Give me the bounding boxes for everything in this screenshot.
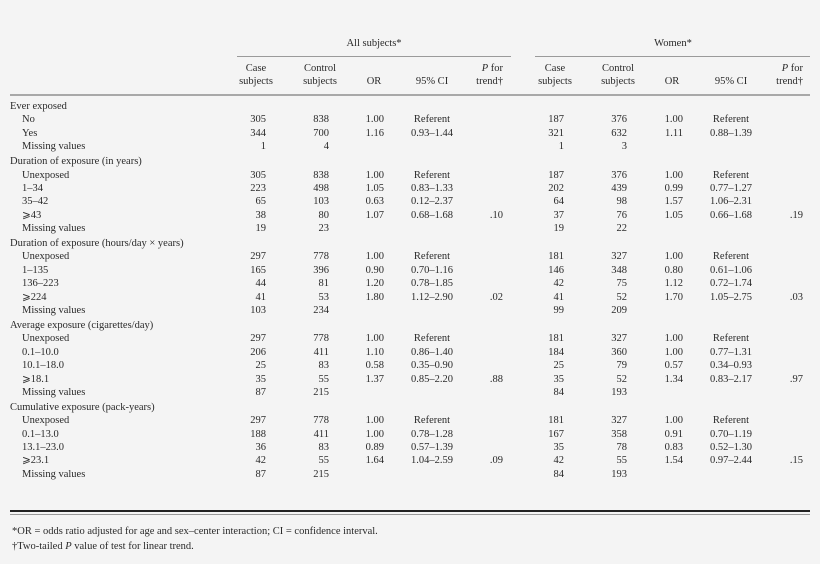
col-header-control-all: Control	[303, 63, 337, 74]
cell-ci-all: 0.78–1.85	[411, 278, 453, 290]
col-header-p-trend-all: P for	[481, 63, 503, 74]
cell-ci-women: 0.83–2.17	[710, 373, 752, 385]
cell-control-all: 83	[318, 360, 329, 372]
cell-case-all: 36	[255, 442, 266, 453]
cell-p-trend-all: .02	[489, 291, 503, 303]
cell-case-women: 84	[553, 386, 564, 398]
cell-or-women: 1.00	[664, 251, 683, 263]
cell-p-trend-women: .03	[789, 291, 803, 303]
section-title: Ever exposed	[10, 101, 67, 112]
cell-ci-women: Referent	[712, 169, 750, 181]
cell-ci-women: Referent	[712, 251, 750, 263]
cell-case-women: 37	[553, 209, 564, 221]
cell-case-women: 42	[553, 455, 564, 467]
cell-control-all: 55	[318, 455, 329, 467]
cell-ci-all: 0.12–2.37	[411, 196, 453, 208]
cell-p-trend-all: .88	[489, 373, 503, 385]
cell-case-women: 146	[548, 264, 564, 276]
cell-ci-all: Referent	[413, 415, 451, 427]
group-header-all: All subjects*	[346, 38, 402, 49]
row-label: Yes	[22, 127, 38, 139]
row-label: Unexposed	[22, 415, 70, 427]
group-rule-women	[535, 56, 810, 57]
cell-control-women: 75	[616, 278, 627, 290]
cell-case-all: 165	[250, 264, 266, 276]
cell-p-trend-women: .15	[789, 455, 803, 467]
p-italic: P	[65, 541, 72, 552]
cell-case-women: 321	[548, 127, 564, 139]
cell-or-women: 1.70	[664, 291, 683, 303]
cell-or-all: 0.63	[365, 196, 384, 208]
col-header-control-all: subjects	[303, 76, 337, 87]
cell-control-women: 79	[616, 360, 627, 372]
p-italic: P	[781, 63, 789, 74]
cell-control-all: 23	[318, 223, 329, 235]
bottom-rule-thick	[10, 510, 810, 512]
cell-control-women: 22	[616, 223, 627, 235]
col-header-p-trend-women: trend†	[776, 76, 803, 87]
cell-ci-all: 0.68–1.68	[411, 209, 453, 221]
cell-control-women: 348	[611, 264, 627, 276]
cell-ci-all: 1.12–2.90	[411, 291, 453, 303]
cell-control-women: 327	[611, 251, 627, 263]
cell-or-women: 1.12	[664, 278, 683, 290]
cell-control-women: 193	[611, 386, 627, 398]
cell-or-all: 1.20	[365, 278, 384, 290]
cell-case-all: 19	[255, 223, 266, 235]
cell-control-women: 3	[621, 141, 627, 153]
cell-or-all: 0.58	[365, 360, 384, 372]
cell-or-all: 1.00	[365, 169, 384, 181]
cell-case-all: 297	[250, 251, 266, 263]
cell-case-women: 187	[548, 114, 564, 126]
row-label: Missing values	[22, 386, 86, 398]
cell-ci-all: 0.86–1.40	[411, 346, 453, 358]
cell-control-all: 396	[313, 264, 329, 276]
row-label: Missing values	[22, 223, 86, 235]
row-label: ⩾23.1	[22, 455, 50, 467]
cell-control-all: 81	[318, 278, 329, 290]
cell-control-all: 700	[313, 127, 329, 139]
cell-case-women: 1	[558, 141, 564, 153]
cell-case-all: 44	[255, 278, 266, 290]
row-label: Unexposed	[22, 333, 70, 345]
cell-or-all: 1.07	[365, 209, 384, 221]
cell-ci-all: 1.04–2.59	[411, 455, 453, 467]
row-label: 1–135	[22, 264, 49, 276]
cell-or-women: 1.00	[664, 415, 683, 427]
cell-ci-all: 0.93–1.44	[411, 127, 453, 139]
cell-ci-women: 0.34–0.93	[710, 360, 752, 372]
group-header-women: Women*	[654, 38, 692, 49]
cell-or-women: 1.54	[664, 455, 683, 467]
cell-or-women: 1.11	[665, 127, 683, 139]
cell-control-all: 4	[323, 141, 329, 153]
cell-ci-all: 0.57–1.39	[411, 442, 453, 453]
cell-ci-women: 0.61–1.06	[710, 264, 752, 276]
cell-control-women: 78	[616, 442, 627, 453]
cell-case-women: 41	[553, 291, 564, 303]
cell-or-women: 0.57	[664, 360, 683, 372]
cell-ci-women: 0.66–1.68	[710, 209, 752, 221]
cell-or-all: 1.00	[365, 333, 384, 345]
col-header-or-all: OR	[366, 76, 382, 87]
row-label: Missing values	[22, 468, 86, 480]
cell-control-all: 411	[313, 346, 329, 358]
cell-case-all: 35	[255, 373, 266, 385]
cell-control-women: 52	[616, 373, 627, 385]
col-header-case-all: Case	[245, 63, 267, 74]
row-label: 13.1–23.0	[22, 442, 64, 453]
cell-case-women: 181	[548, 415, 564, 427]
cell-case-all: 103	[250, 305, 266, 316]
cell-ci-all: Referent	[413, 114, 451, 126]
cell-or-all: 1.10	[365, 346, 384, 358]
row-label: 136–223	[22, 278, 59, 290]
cell-case-all: 42	[255, 455, 266, 467]
cell-ci-all: 0.85–2.20	[411, 373, 453, 385]
cell-control-all: 498	[313, 182, 329, 194]
col-header-case-women: Case	[544, 63, 566, 74]
cell-case-all: 305	[250, 114, 266, 126]
section-title: Cumulative exposure (pack-years)	[10, 401, 155, 413]
cell-case-women: 202	[548, 182, 564, 194]
cell-p-trend-all: .10	[489, 209, 503, 221]
cell-case-women: 187	[548, 169, 564, 181]
cell-control-women: 632	[611, 127, 627, 139]
cell-ci-all: Referent	[413, 333, 451, 345]
row-label: 0.1–13.0	[22, 428, 59, 440]
cell-ci-all: Referent	[413, 251, 451, 263]
cell-control-women: 52	[616, 291, 627, 303]
cell-control-all: 215	[313, 468, 329, 480]
group-rule-all	[237, 56, 511, 57]
cell-control-women: 193	[611, 468, 627, 480]
cell-or-women: 1.00	[664, 346, 683, 358]
cell-case-all: 297	[250, 333, 266, 345]
cell-or-all: 1.80	[365, 291, 384, 303]
cell-case-all: 65	[255, 196, 266, 208]
cell-control-women: 327	[611, 415, 627, 427]
cell-case-all: 297	[250, 415, 266, 427]
cell-ci-women: 0.88–1.39	[710, 127, 752, 139]
cell-case-women: 19	[553, 223, 564, 235]
cell-p-trend-women: .19	[789, 209, 803, 221]
cell-case-all: 38	[255, 209, 266, 221]
cell-case-all: 206	[250, 346, 266, 358]
col-header-case-women: subjects	[538, 76, 572, 87]
cell-ci-women: 0.97–2.44	[710, 455, 752, 467]
cell-or-women: 1.00	[664, 114, 683, 126]
cell-ci-all: 0.35–0.90	[411, 360, 453, 372]
cell-case-women: 167	[548, 428, 564, 440]
cell-or-women: 1.57	[664, 196, 683, 208]
row-label: Missing values	[22, 305, 86, 316]
cell-case-all: 188	[250, 428, 266, 440]
cell-p-trend-all: .09	[489, 455, 503, 467]
col-header-case-all: subjects	[239, 76, 273, 87]
cell-case-all: 223	[250, 182, 266, 194]
cell-or-all: 1.00	[365, 114, 384, 126]
col-header-ci-all: 95% CI	[415, 76, 449, 87]
section-title: Duration of exposure (hours/day × years)	[10, 238, 184, 249]
section-title: Duration of exposure (in years)	[10, 156, 142, 168]
cell-ci-women: 0.70–1.19	[710, 428, 752, 440]
col-header-p-trend-women: P for	[781, 63, 803, 74]
cell-case-women: 184	[548, 346, 564, 358]
cell-case-women: 84	[553, 468, 564, 480]
cell-ci-women: Referent	[712, 114, 750, 126]
footnote-or-ci: *OR = odds ratio adjusted for age and sex–center interaction; CI = confidence interval.	[12, 526, 378, 537]
cell-or-women: 0.80	[664, 264, 683, 276]
cell-control-women: 376	[611, 114, 627, 126]
cell-or-women: 1.05	[664, 209, 683, 221]
cell-ci-women: 1.05–2.75	[710, 291, 752, 303]
cell-control-all: 838	[313, 169, 329, 181]
cell-or-all: 0.89	[365, 442, 384, 453]
cell-case-all: 87	[255, 468, 266, 480]
cell-control-all: 83	[318, 442, 329, 453]
cell-ci-women: 0.77–1.31	[710, 346, 752, 358]
header-rule	[10, 94, 810, 96]
cell-ci-women: 0.72–1.74	[710, 278, 752, 290]
row-label: ⩾18.1	[22, 373, 50, 385]
cell-case-all: 1	[260, 141, 266, 153]
cell-ci-women: Referent	[712, 415, 750, 427]
cell-or-women: 0.91	[664, 428, 683, 440]
row-label: ⩾43	[22, 209, 42, 221]
cell-ci-all: Referent	[413, 169, 451, 181]
cell-or-women: 1.00	[664, 333, 683, 345]
cell-or-women: 0.83	[664, 442, 683, 453]
cell-control-all: 103	[313, 196, 329, 208]
cell-ci-women: 1.06–2.31	[710, 196, 752, 208]
row-label: Missing values	[22, 141, 86, 153]
cell-control-women: 76	[616, 209, 627, 221]
cell-control-all: 778	[313, 415, 329, 427]
cell-control-all: 55	[318, 373, 329, 385]
cell-or-all: 1.00	[365, 415, 384, 427]
cell-or-all: 0.90	[365, 264, 384, 276]
cell-or-women: 1.34	[664, 373, 683, 385]
cell-control-women: 327	[611, 333, 627, 345]
cell-control-all: 234	[313, 305, 329, 316]
col-header-control-women: subjects	[601, 76, 635, 87]
row-label: Unexposed	[22, 251, 70, 263]
footnote-p-trend: †Two-tailed P value of test for linear trend.	[12, 541, 194, 552]
row-label: 35–42	[22, 196, 49, 208]
cell-control-all: 80	[318, 209, 329, 221]
cell-case-women: 64	[553, 196, 564, 208]
row-label: 0.1–10.0	[22, 346, 59, 358]
cell-control-all: 778	[313, 333, 329, 345]
col-header-control-women: Control	[601, 63, 635, 74]
cell-control-women: 439	[611, 182, 627, 194]
cell-or-all: 1.37	[365, 373, 384, 385]
cell-control-women: 209	[611, 305, 627, 316]
cell-case-all: 87	[255, 386, 266, 398]
cell-ci-all: 0.83–1.33	[411, 182, 453, 194]
cell-case-all: 41	[255, 291, 266, 303]
cell-control-women: 358	[611, 428, 627, 440]
cell-control-women: 55	[616, 455, 627, 467]
cell-ci-women: 0.77–1.27	[710, 182, 752, 194]
cell-control-women: 98	[616, 196, 627, 208]
cell-control-all: 215	[313, 386, 329, 398]
cell-case-women: 99	[553, 305, 564, 316]
cell-case-women: 42	[553, 278, 564, 290]
cell-case-all: 25	[255, 360, 266, 372]
cell-control-all: 53	[318, 291, 329, 303]
cell-control-women: 376	[611, 169, 627, 181]
section-title: Average exposure (cigarettes/day)	[10, 319, 154, 331]
cell-case-all: 305	[250, 169, 266, 181]
cell-or-all: 1.16	[365, 127, 384, 139]
cell-ci-all: 0.70–1.16	[411, 264, 453, 276]
bottom-rule-thin	[10, 514, 810, 515]
row-label: 10.1–18.0	[22, 360, 64, 372]
col-header-p-trend-all: trend†	[476, 76, 503, 87]
cell-or-all: 1.00	[365, 251, 384, 263]
cell-or-women: 1.00	[664, 169, 683, 181]
cell-or-women: 0.99	[664, 182, 683, 194]
cell-control-all: 838	[313, 114, 329, 126]
cell-ci-women: 0.52–1.30	[710, 442, 752, 453]
cell-ci-all: 0.78–1.28	[411, 428, 453, 440]
cell-control-all: 411	[313, 428, 329, 440]
cell-p-trend-women: .97	[789, 373, 803, 385]
row-label: 1–34	[22, 182, 43, 194]
cell-or-all: 1.64	[365, 455, 384, 467]
cell-control-all: 778	[313, 251, 329, 263]
row-label: Unexposed	[22, 169, 70, 181]
cell-case-women: 35	[553, 442, 564, 453]
cell-or-all: 1.05	[365, 182, 384, 194]
row-label: ⩾224	[22, 291, 47, 303]
cell-case-women: 35	[553, 373, 564, 385]
cell-case-women: 25	[553, 360, 564, 372]
cell-control-women: 360	[611, 346, 627, 358]
col-header-or-women: OR	[664, 76, 680, 87]
cell-ci-women: Referent	[712, 333, 750, 345]
row-label: No	[22, 114, 35, 126]
p-italic: P	[481, 63, 489, 74]
cell-case-women: 181	[548, 333, 564, 345]
cell-case-women: 181	[548, 251, 564, 263]
cell-case-all: 344	[250, 127, 266, 139]
col-header-ci-women: 95% CI	[714, 76, 748, 87]
cell-or-all: 1.00	[365, 428, 384, 440]
